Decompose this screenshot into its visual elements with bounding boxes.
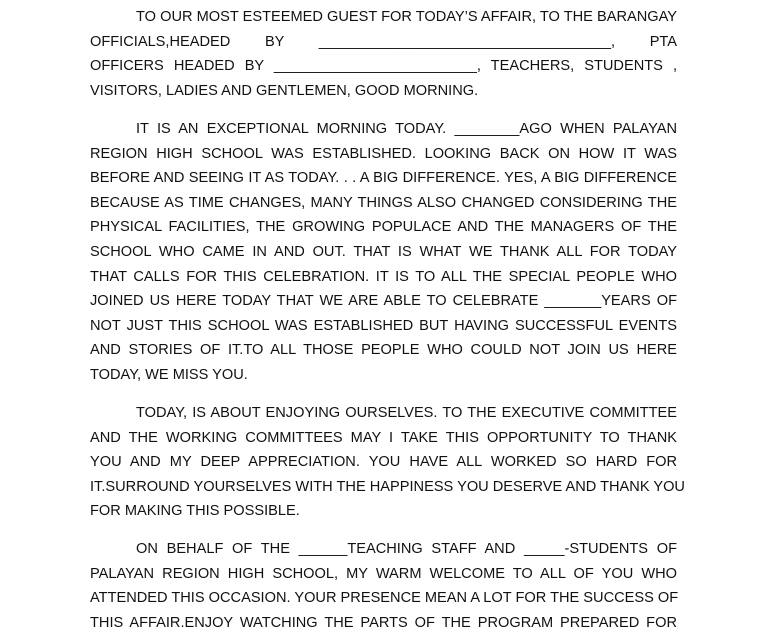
text-line: YOU AND MY DEEP APPRECIATION. YOU HAVE ALL WORKED SO HARD FOR — [90, 454, 677, 471]
paragraph-greeting — [90, 5, 677, 103]
paragraph-thanks — [90, 401, 685, 524]
text-line: VISITORS, LADIES AND GENTLEMEN, GOOD MORNING. — [90, 82, 479, 99]
paragraph-welcome — [90, 537, 677, 635]
paragraph-history — [90, 117, 677, 388]
text-line: TODAY, WE MISS YOU. — [90, 366, 248, 383]
text-line: TODAY, IS ABOUT ENJOYING OURSELVES. TO THE EXECUTIVE COMMITTEE — [136, 405, 677, 421]
text-line: THAT CALLS FOR THIS CELEBRATION. IT IS TO ALL THE SPECIAL PEOPLE WHO — [90, 268, 677, 285]
text-line: AND THE WORKING COMMITTEES MAY I TAKE THIS OPPORTUNITY TO THANK — [90, 429, 677, 446]
text-line: THIS AFFAIR.ENJOY WATCHING THE PARTS OF THE PROGRAM PREPARED FOR — [90, 614, 677, 631]
text-line: ATTENDED THIS OCCASION. YOUR PRESENCE MEAN A LOT FOR THE SUCCESS OF — [90, 590, 679, 607]
text-line: IT.SURROUND YOURSELVES WITH THE HAPPINESS YOU DESERVE AND THANK YOU — [90, 478, 685, 495]
text-line: PHYSICAL FACILITIES, THE GROWING POPULACE AND THE MANAGERS OF THE — [90, 219, 677, 236]
text-line: BEFORE AND SEEING IT AS TODAY. . . A BIG DIFFERENCE. YES, A BIG DIFFERENCE — [90, 170, 677, 187]
text-line: OFFICERS HEADED BY _________________________, TEACHERS, STUDENTS , — [90, 58, 677, 75]
text-line: ON BEHALF OF THE ______TEACHING STAFF AND _____-STUDENTS OF — [136, 541, 677, 557]
text-line: NOT JUST THIS SCHOOL WAS ESTABLISHED BUT HAVING SUCCESSFUL EVENTS — [90, 317, 677, 334]
text-line: JOINED US HERE TODAY THAT WE ARE ABLE TO CELEBRATE _______YEARS OF — [90, 293, 677, 310]
text-line: OFFICIALS,HEADED BY ____________________________________, PTA — [90, 33, 677, 50]
text-line: TO OUR MOST ESTEEMED GUEST FOR TODAY’S AFFAIR, TO THE BARANGAY — [136, 9, 677, 25]
text-line: AND STORIES OF IT.TO ALL THOSE PEOPLE WHO COULD NOT JOIN US HERE — [90, 342, 677, 359]
text-line: FOR MAKING THIS POSSIBLE. — [90, 503, 300, 520]
text-line: REGION HIGH SCHOOL WAS ESTABLISHED. LOOKING BACK ON HOW IT WAS — [90, 145, 677, 162]
text-line: BECAUSE AS TIME CHANGES, MANY THINGS ALSO CHANGED CONSIDERING THE — [90, 194, 677, 211]
text-line: SCHOOL WHO CAME IN AND OUT. THAT IS WHAT WE THANK ALL FOR TODAY — [90, 243, 677, 260]
text-line: PALAYAN REGION HIGH SCHOOL, MY WARM WELCOME TO ALL OF YOU WHO — [90, 565, 677, 582]
text-line: IT IS AN EXCEPTIONAL MORNING TODAY. ________AGO WHEN PALAYAN — [136, 121, 677, 137]
